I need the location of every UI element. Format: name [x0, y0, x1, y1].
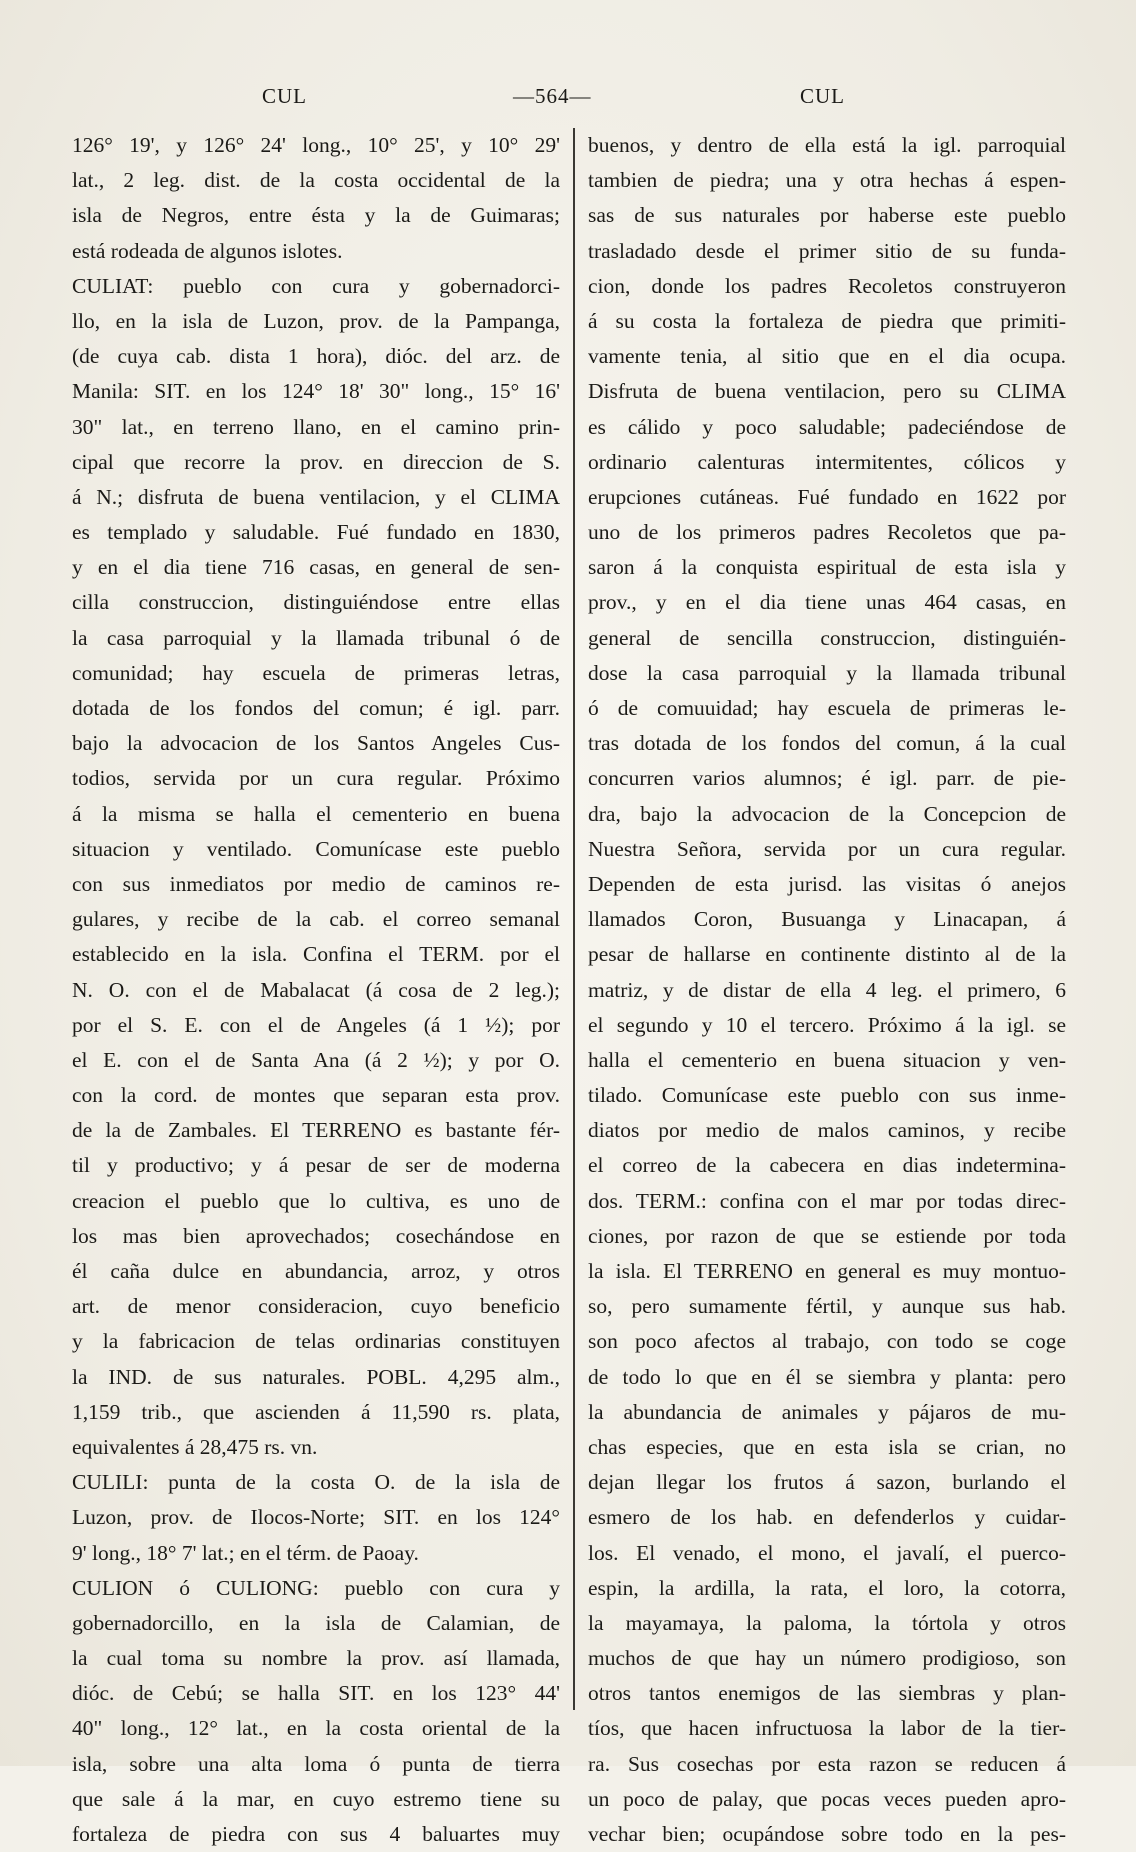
text-line: dose la casa parroquial y la llamada tribunal — [588, 660, 1066, 685]
text-line: por el S. E. con el de Angeles (á 1 ½); por — [72, 1012, 560, 1037]
text-line: situacion y ventilado. Comunícase este pueblo — [72, 836, 560, 861]
text-line: ó de comuuidad; hay escuela de primeras le- — [588, 696, 1066, 720]
text-line: cipal que recorre la prov. en direccion de S. — [72, 449, 560, 474]
text-line: cion, donde los padres Recoletos construyeron — [588, 273, 1066, 298]
text-line: dra, bajo la advocacion de la Concepcion de — [588, 801, 1066, 826]
text-line: que sale á la mar, en cuyo estremo tiene su — [72, 1786, 560, 1811]
text-line: prov., y en el dia tiene unas 464 casas, en — [588, 590, 1066, 615]
text-line: vechar bien; ocupándose sobre todo en la pes- — [588, 1822, 1066, 1846]
text-line: llo, en la isla de Luzon, prov. de la Pampanga, — [72, 308, 560, 333]
text-line: Luzon, prov. de Ilocos-Norte; SIT. en los 124° — [72, 1505, 560, 1530]
text-line: el segundo y 10 el tercero. Próximo á la igl. se — [588, 1012, 1066, 1037]
text-line: halla el cementerio en buena situacion y ven- — [588, 1047, 1066, 1072]
text-line: y en el dia tiene 716 casas, en general de sen- — [72, 555, 560, 580]
text-line: otros tantos enemigos de las siembras y plan- — [588, 1681, 1066, 1706]
text-line: Dependen de esta jurisd. las visitas ó anejos — [588, 871, 1066, 896]
text-line: isla, sobre una alta loma ó punta de tierra — [72, 1751, 560, 1776]
text-line: CULILI: punta de la costa O. de la isla de — [72, 1470, 560, 1495]
text-line: creacion el pueblo que lo cultiva, es uno de — [72, 1188, 560, 1213]
text-line: á la misma se halla el cementerio en buena — [72, 801, 560, 826]
text-line: la cual toma su nombre la prov. así llamada, — [72, 1646, 560, 1671]
text-line: sas de sus naturales por haberse este pueblo — [588, 203, 1066, 228]
text-line: gobernadorcillo, en la isla de Calamian, de — [72, 1610, 560, 1635]
text-line: so, pero sumamente fértil, y aunque sus hab. — [588, 1294, 1066, 1319]
text-line: gulares, y recibe de la cab. el correo semanal — [72, 907, 560, 932]
text-line: 9' long., 18° 7' lat.; en el térm. de Paoay. — [72, 1540, 419, 1565]
text-line: con la cord. de montes que separan esta prov. — [72, 1083, 560, 1108]
running-header — [0, 84, 1136, 120]
text-line: ciones, por razon de que se estiende por toda — [588, 1223, 1066, 1248]
text-line: pesar de hallarse en continente distinto al de la — [588, 942, 1066, 967]
text-line: dióc. de Cebú; se halla SIT. en los 123° 44' — [72, 1681, 560, 1706]
right-text-column — [588, 128, 1066, 1852]
text-line: llamados Coron, Busuanga y Linacapan, á — [588, 907, 1066, 932]
left-text-column — [72, 128, 560, 1852]
text-line: ra. Sus cosechas por esta razon se reducen á — [588, 1751, 1066, 1776]
text-line: diatos por medio de malos caminos, y recibe — [588, 1118, 1066, 1143]
text-line: esmero de los hab. en defenderlos y cuidar- — [588, 1505, 1066, 1530]
text-line: está rodeada de algunos islotes. — [72, 238, 343, 263]
text-line: Disfruta de buena ventilacion, pero su CLIMA — [588, 379, 1066, 404]
text-line: es cálido y poco saludable; padeciéndose de — [588, 414, 1066, 439]
text-line: trasladado desde el primer sitio de su funda- — [588, 238, 1066, 263]
column-divider — [573, 128, 575, 1710]
text-line: todios, servida por un cura regular. Próximo — [72, 766, 560, 791]
text-line: vamente tenia, al sitio que en el dia ocupa. — [588, 344, 1066, 369]
text-line: CULIAT: pueblo con cura y gobernadorci- — [72, 273, 560, 298]
text-line: 30" lat., en terreno llano, en el camino prin- — [72, 414, 560, 439]
header-right-keyword: CUL — [800, 84, 845, 108]
text-line: la IND. de sus naturales. POBL. 4,295 alm., — [72, 1364, 560, 1389]
text-line: CULION ó CULIONG: pueblo con cura y — [72, 1575, 560, 1600]
text-line: isla de Negros, entre ésta y la de Guimaras; — [72, 203, 560, 228]
text-line: uno de los primeros padres Recoletos que pa- — [588, 520, 1066, 545]
text-line: Nuestra Señora, servida por un cura regular. — [588, 836, 1066, 861]
text-line: lat., 2 leg. dist. de la costa occidental de la — [72, 168, 560, 193]
text-line: de todo lo que en él se siembra y planta: pero — [588, 1364, 1066, 1389]
text-line: muchos de que hay un número prodigioso, son — [588, 1646, 1066, 1671]
text-line: á N.; disfruta de buena ventilacion, y el CLIMA — [72, 484, 560, 509]
text-line: espin, la ardilla, la rata, el loro, la cotorra, — [588, 1575, 1066, 1600]
text-line: á su costa la fortaleza de piedra que primiti- — [588, 308, 1066, 333]
text-line: son poco afectos al trabajo, con todo se coge — [588, 1329, 1066, 1354]
text-line: el correo de la cabecera en dias indetermina- — [588, 1153, 1066, 1178]
text-line: la casa parroquial y la llamada tribunal ó de — [72, 625, 560, 650]
text-line: erupciones cutáneas. Fué fundado en 1622 por — [588, 484, 1066, 509]
text-line: tíos, que hacen infructuosa la labor de la tier- — [588, 1716, 1066, 1741]
text-line: dotada de los fondos del comun; é igl. parr. — [72, 696, 560, 720]
text-line: matriz, y de distar de ella 4 leg. el primero, 6 — [588, 977, 1066, 1002]
text-line: comunidad; hay escuela de primeras letras, — [72, 660, 560, 685]
text-line: de la de Zambales. El TERRENO es bastante fér- — [72, 1118, 560, 1143]
text-line: dos. TERM.: confina con el mar por todas direc- — [588, 1188, 1066, 1213]
text-line: fortaleza de piedra con sus 4 baluartes muy — [72, 1822, 560, 1846]
page-number: —564— — [513, 84, 592, 108]
text-line: bajo la advocacion de los Santos Angeles Cus- — [72, 731, 560, 756]
text-line: la abundancia de animales y pájaros de mu- — [588, 1399, 1066, 1424]
text-line: equivalentes á 28,475 rs. vn. — [72, 1434, 318, 1459]
text-line: saron á la conquista espiritual de esta isla y — [588, 555, 1066, 580]
text-line: buenos, y dentro de ella está la igl. parroquial — [588, 133, 1066, 157]
text-line: general de sencilla construccion, distinguién- — [588, 625, 1066, 650]
text-line: establecido en la isla. Confina el TERM. por el — [72, 942, 560, 967]
text-line: art. de menor consideracion, cuyo beneficio — [72, 1294, 560, 1319]
text-line: los. El venado, el mono, el javalí, el puerco- — [588, 1540, 1066, 1565]
text-line: un poco de palay, que pocas veces pueden apro- — [588, 1786, 1066, 1811]
text-line: N. O. con el de Mabalacat (á cosa de 2 leg.); — [72, 977, 560, 1002]
text-line: tras dotada de los fondos del comun, á la cual — [588, 731, 1066, 756]
text-line: (de cuya cab. dista 1 hora), dióc. del arz. de — [72, 344, 560, 369]
text-line: 40" long., 12° lat., en la costa oriental de la — [72, 1716, 560, 1741]
text-line: el E. con el de Santa Ana (á 2 ½); y por O. — [72, 1047, 560, 1072]
text-line: la mayamaya, la paloma, la tórtola y otros — [588, 1610, 1066, 1635]
text-line: él caña dulce en abundancia, arroz, y otros — [72, 1259, 560, 1283]
text-line: es templado y saludable. Fué fundado en 1830, — [72, 520, 560, 545]
text-line: til y productivo; y á pesar de ser de moderna — [72, 1153, 560, 1178]
text-line: los mas bien aprovechados; cosechándose en — [72, 1223, 560, 1248]
text-line: 126° 19', y 126° 24' long., 10° 25', y 10° 29' — [72, 133, 560, 157]
text-line: y la fabricacion de telas ordinarias constituyen — [72, 1329, 560, 1354]
text-line: concurren varios alumnos; é igl. parr. de pie- — [588, 766, 1066, 791]
text-line: chas especies, que en esta isla se crian, no — [588, 1434, 1066, 1459]
text-line: 1,159 trib., que ascienden á 11,590 rs. plata, — [72, 1399, 560, 1424]
text-line: con sus inmediatos por medio de caminos re- — [72, 871, 560, 896]
text-line: tilado. Comunícase este pueblo con sus inme- — [588, 1083, 1066, 1108]
header-left-keyword: CUL — [262, 84, 307, 108]
text-line: tambien de piedra; una y otra hechas á espen- — [588, 168, 1066, 193]
text-line: Manila: SIT. en los 124° 18' 30" long., 15° 16' — [72, 379, 560, 404]
text-line: ordinario calenturas intermitentes, cólicos y — [588, 449, 1066, 474]
text-line: cilla construccion, distinguiéndose entre ellas — [72, 590, 560, 615]
text-line: dejan llegar los frutos á sazon, burlando el — [588, 1470, 1066, 1495]
text-line: la isla. El TERRENO en general es muy montuo- — [588, 1259, 1066, 1283]
